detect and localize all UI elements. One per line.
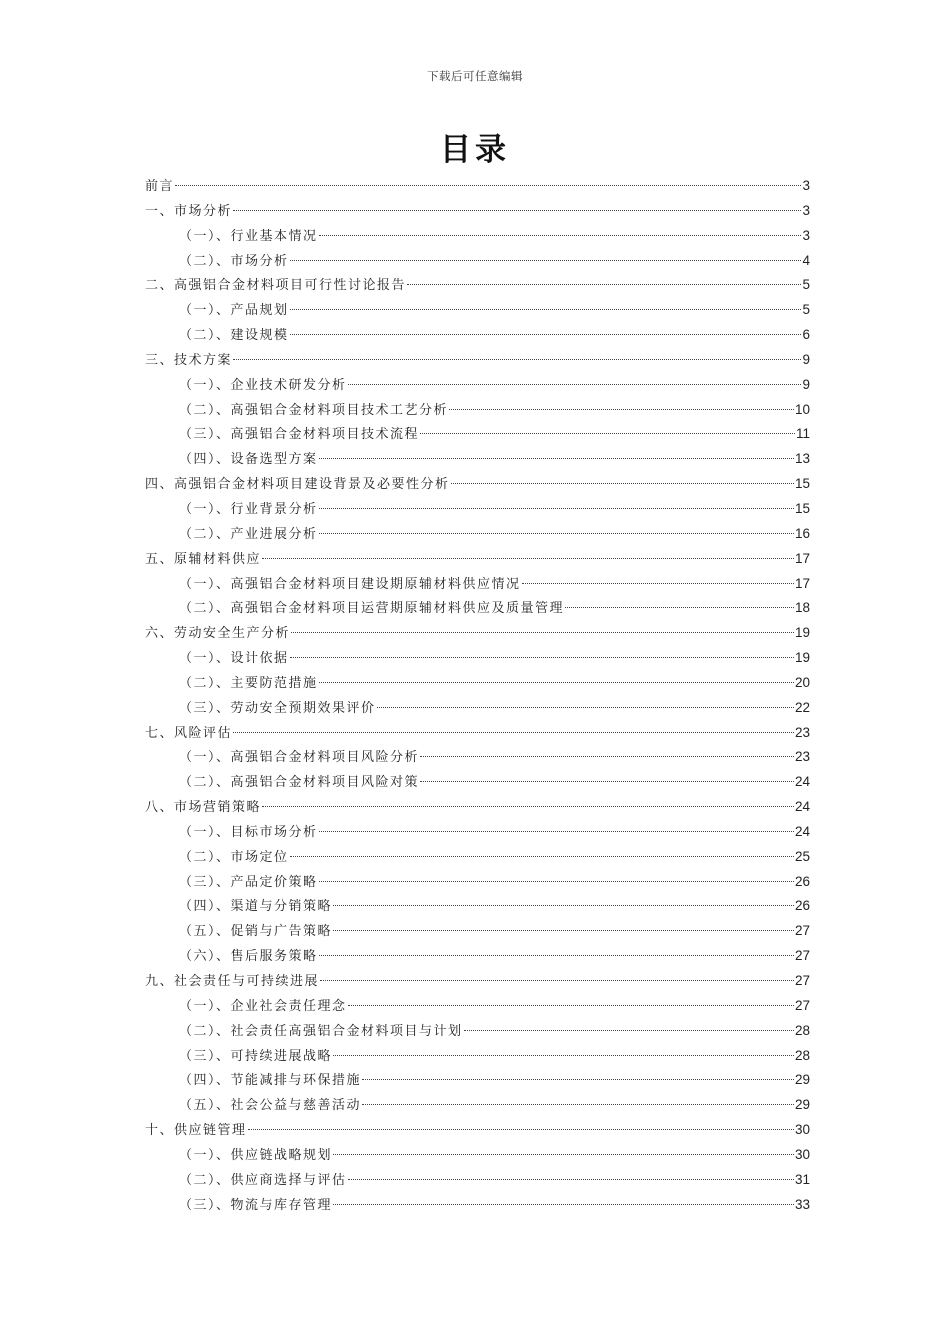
toc-entry-title: （五）、社会公益与慈善活动 xyxy=(179,1098,362,1114)
toc-dot-leader xyxy=(348,1179,794,1180)
toc-entry[interactable] xyxy=(145,497,810,522)
toc-page-number: 27 xyxy=(794,997,810,1013)
toc-entry[interactable] xyxy=(145,944,810,969)
toc-page-number: 24 xyxy=(794,799,810,815)
toc-entry-title: 七、风险评估 xyxy=(145,725,233,741)
toc-entry[interactable] xyxy=(145,671,810,696)
toc-entry[interactable] xyxy=(145,894,810,919)
toc-page-number: 17 xyxy=(794,550,810,566)
toc-page-number: 23 xyxy=(794,724,810,740)
toc-entry-title: （二）、市场定位 xyxy=(179,849,289,865)
toc-dot-leader xyxy=(262,558,794,559)
toc-entry[interactable] xyxy=(145,1019,810,1044)
toc-dot-leader xyxy=(233,210,801,211)
toc-entry[interactable] xyxy=(145,845,810,870)
toc-dot-leader xyxy=(319,955,794,956)
toc-entry-title: （一）、企业技术研发分析 xyxy=(179,377,347,393)
toc-dot-leader xyxy=(333,1154,794,1155)
toc-entry-title: （一）、设计依据 xyxy=(179,651,289,667)
toc-entry-title: 九、社会责任与可持续进展 xyxy=(145,974,320,989)
toc-entry[interactable] xyxy=(145,174,810,199)
toc-entry[interactable] xyxy=(145,621,810,646)
toc-page-number: 15 xyxy=(794,500,810,516)
toc-entry[interactable] xyxy=(145,249,810,274)
toc-entry-title: （一）、目标市场分析 xyxy=(179,824,318,840)
toc-dot-leader xyxy=(348,1005,794,1006)
toc-dot-leader xyxy=(319,458,794,459)
toc-page-number: 5 xyxy=(802,277,810,293)
toc-dot-leader xyxy=(319,831,794,832)
toc-dot-leader xyxy=(420,756,794,757)
toc-dot-leader xyxy=(233,732,794,733)
toc-page-number: 33 xyxy=(794,1196,810,1212)
page-header: 下载后可任意编辑 xyxy=(427,69,523,83)
toc-dot-leader xyxy=(290,856,794,857)
toc-page-number: 3 xyxy=(802,227,810,243)
toc-page-number: 15 xyxy=(794,476,810,492)
toc-page-number: 22 xyxy=(794,699,810,715)
toc-entry[interactable] xyxy=(145,522,810,547)
toc-page-number: 11 xyxy=(795,426,810,442)
toc-page-number: 30 xyxy=(794,1122,810,1138)
toc-entry-title: （四）、渠道与分销策略 xyxy=(179,899,333,915)
toc-entry[interactable] xyxy=(145,1068,810,1093)
toc-page-number: 5 xyxy=(802,302,810,318)
toc-entry[interactable] xyxy=(145,547,810,572)
toc-entry[interactable] xyxy=(145,1093,810,1118)
toc-entry[interactable] xyxy=(145,721,810,746)
toc-entry-title: （六）、售后服务策略 xyxy=(179,949,318,965)
toc-dot-leader xyxy=(362,1079,794,1080)
toc-entry[interactable] xyxy=(145,1143,810,1168)
toc-page-number: 9 xyxy=(802,376,810,392)
toc-page-number: 3 xyxy=(802,202,810,218)
toc-entry[interactable] xyxy=(145,596,810,621)
toc-entry-title: （四）、节能减排与环保措施 xyxy=(179,1073,362,1089)
toc-entry[interactable] xyxy=(145,795,810,820)
toc-entry-title: 四、高强铝合金材料项目建设背景及必要性分析 xyxy=(145,477,450,493)
toc-page-number: 13 xyxy=(794,451,810,467)
toc-entry[interactable] xyxy=(145,447,810,472)
toc-page-number: 3 xyxy=(802,178,810,193)
toc-page-number: 18 xyxy=(794,600,810,616)
toc-entry-title: 十、供应链管理 xyxy=(145,1123,247,1139)
toc-entry-title: （一）、供应链战略规划 xyxy=(179,1147,333,1163)
toc-entry-title: （二）、建设规模 xyxy=(179,328,289,344)
toc-page-number: 19 xyxy=(794,625,810,641)
toc-dot-leader xyxy=(451,483,794,484)
toc-entry-title: （三）、物流与库存管理 xyxy=(179,1197,333,1213)
toc-entry[interactable] xyxy=(145,969,810,994)
toc-page-number: 29 xyxy=(794,1072,810,1088)
toc-page-number: 28 xyxy=(794,1022,810,1038)
toc-page-number: 16 xyxy=(794,525,810,541)
toc-page-number: 30 xyxy=(794,1146,810,1162)
toc-dot-leader xyxy=(420,433,795,434)
toc-page-number: 6 xyxy=(802,327,810,343)
toc-dot-leader xyxy=(319,508,794,509)
toc-entry[interactable] xyxy=(145,770,810,795)
toc-dot-leader xyxy=(248,1129,794,1130)
toc-page-number: 10 xyxy=(794,401,810,417)
toc-entry-title: （二）、产业进展分析 xyxy=(179,526,318,542)
toc-dot-leader xyxy=(290,657,794,658)
toc-dot-leader xyxy=(333,1055,794,1056)
toc-page-number: 20 xyxy=(794,674,810,690)
toc-entry-title: （一）、企业社会责任理念 xyxy=(179,998,347,1014)
toc-entry-title: （三）、可持续进展战略 xyxy=(179,1048,333,1064)
toc-title: 目录 xyxy=(440,132,510,168)
toc-dot-leader xyxy=(407,284,801,285)
toc-entry-title: （二）、社会责任高强铝合金材料项目与计划 xyxy=(179,1023,463,1039)
toc-page-number: 9 xyxy=(802,351,810,367)
toc-entry[interactable] xyxy=(145,1044,810,1069)
toc-entry[interactable] xyxy=(145,572,810,597)
toc-entry[interactable] xyxy=(145,870,810,895)
toc-dot-leader xyxy=(377,707,794,708)
toc-entry-title: （二）、高强铝合金材料项目运营期原辅材料供应及质量管理 xyxy=(179,601,565,617)
toc-dot-leader xyxy=(319,881,794,882)
toc-page-number: 26 xyxy=(794,898,810,914)
toc-page-number: 31 xyxy=(794,1171,810,1187)
toc-dot-leader xyxy=(348,384,802,385)
toc-dot-leader xyxy=(290,260,802,261)
toc-dot-leader xyxy=(262,806,794,807)
toc-entry-title: 前言 xyxy=(145,179,175,194)
toc-page-number: 28 xyxy=(794,1047,810,1063)
toc-entry-title: （四）、设备选型方案 xyxy=(179,452,318,468)
toc-entry-title: （三）、劳动安全预期效果评价 xyxy=(179,700,376,716)
toc-entry-title: （三）、高强铝合金材料项目技术流程 xyxy=(179,427,420,443)
toc-entry-title: （二）、高强铝合金材料项目技术工艺分析 xyxy=(179,402,449,418)
toc-entry[interactable] xyxy=(145,919,810,944)
toc-entry[interactable] xyxy=(145,298,810,323)
toc-dot-leader xyxy=(175,185,801,186)
toc-dot-leader xyxy=(464,1030,794,1031)
toc-entry[interactable] xyxy=(145,994,810,1019)
toc-page-number: 25 xyxy=(794,848,810,864)
toc-entry[interactable] xyxy=(145,199,810,224)
toc-entry[interactable] xyxy=(145,1193,810,1218)
toc-dot-leader xyxy=(233,359,801,360)
toc-entry-title: （二）、高强铝合金材料项目风险对策 xyxy=(179,775,420,791)
toc-entry-title: （一）、高强铝合金材料项目风险分析 xyxy=(179,750,420,766)
toc-entry[interactable] xyxy=(145,348,810,373)
toc-entry[interactable] xyxy=(145,696,810,721)
toc-entry-title: 六、劳动安全生产分析 xyxy=(145,626,291,642)
toc-page-number: 27 xyxy=(794,948,810,964)
toc-entry-title: 八、市场营销策略 xyxy=(145,800,262,816)
toc-dot-leader xyxy=(449,409,794,410)
toc-entry[interactable] xyxy=(145,820,810,845)
toc-page-number: 29 xyxy=(794,1097,810,1113)
toc-entry-title: 三、技术方案 xyxy=(145,352,233,368)
toc-dot-leader xyxy=(333,905,794,906)
toc-page-number: 27 xyxy=(794,923,810,939)
toc-entry-title: （一）、高强铝合金材料项目建设期原辅材料供应情况 xyxy=(179,576,521,592)
toc-entry-title: （一）、行业背景分析 xyxy=(179,501,318,517)
toc-entry[interactable] xyxy=(145,745,810,770)
toc-dot-leader xyxy=(362,1104,794,1105)
toc-dot-leader xyxy=(319,235,802,236)
toc-page-number: 23 xyxy=(794,749,810,765)
toc-entry-title: （三）、产品定价策略 xyxy=(179,874,318,890)
toc-dot-leader xyxy=(320,980,794,981)
toc-entry[interactable] xyxy=(145,323,810,348)
toc-dot-leader xyxy=(522,583,794,584)
toc-page-number: 26 xyxy=(794,873,810,889)
toc-entry[interactable] xyxy=(145,398,810,423)
toc-entry-title: （二）、市场分析 xyxy=(179,253,289,269)
toc-page-number: 24 xyxy=(794,823,810,839)
toc-entry[interactable] xyxy=(145,273,810,298)
toc-entry-title: 五、原辅材料供应 xyxy=(145,551,262,567)
toc-dot-leader xyxy=(291,632,794,633)
toc-entry[interactable] xyxy=(145,373,810,398)
toc-page-number: 24 xyxy=(794,774,810,790)
toc-entry-title: 二、高强铝合金材料项目可行性讨论报告 xyxy=(145,278,407,294)
toc-entry-title: （五）、促销与广告策略 xyxy=(179,924,333,940)
toc-entry-title: （二）、供应商选择与评估 xyxy=(179,1172,347,1188)
toc-dot-leader xyxy=(333,1204,794,1205)
toc-entry[interactable] xyxy=(145,224,810,249)
toc-dot-leader xyxy=(319,533,794,534)
toc-entry[interactable] xyxy=(145,1168,810,1193)
toc-dot-leader xyxy=(333,930,794,931)
toc-dot-leader xyxy=(319,682,794,683)
toc-dot-leader xyxy=(420,781,794,782)
toc-dot-leader xyxy=(565,607,794,608)
toc-entry-title: （一）、行业基本情况 xyxy=(179,228,318,244)
toc-entry[interactable] xyxy=(145,1118,810,1143)
toc-page-number: 17 xyxy=(794,575,810,591)
toc-dot-leader xyxy=(290,309,802,310)
toc-page-number: 27 xyxy=(794,973,810,988)
toc-entry-title: （二）、主要防范措施 xyxy=(179,675,318,691)
table-of-contents xyxy=(145,174,810,1217)
toc-dot-leader xyxy=(290,334,802,335)
toc-entry-title: （一）、产品规划 xyxy=(179,303,289,319)
toc-page-number: 4 xyxy=(802,252,810,268)
toc-entry-title: 一、市场分析 xyxy=(145,203,233,219)
toc-entry[interactable] xyxy=(145,422,810,447)
toc-entry[interactable] xyxy=(145,646,810,671)
toc-entry[interactable] xyxy=(145,472,810,497)
toc-page-number: 19 xyxy=(794,650,810,666)
